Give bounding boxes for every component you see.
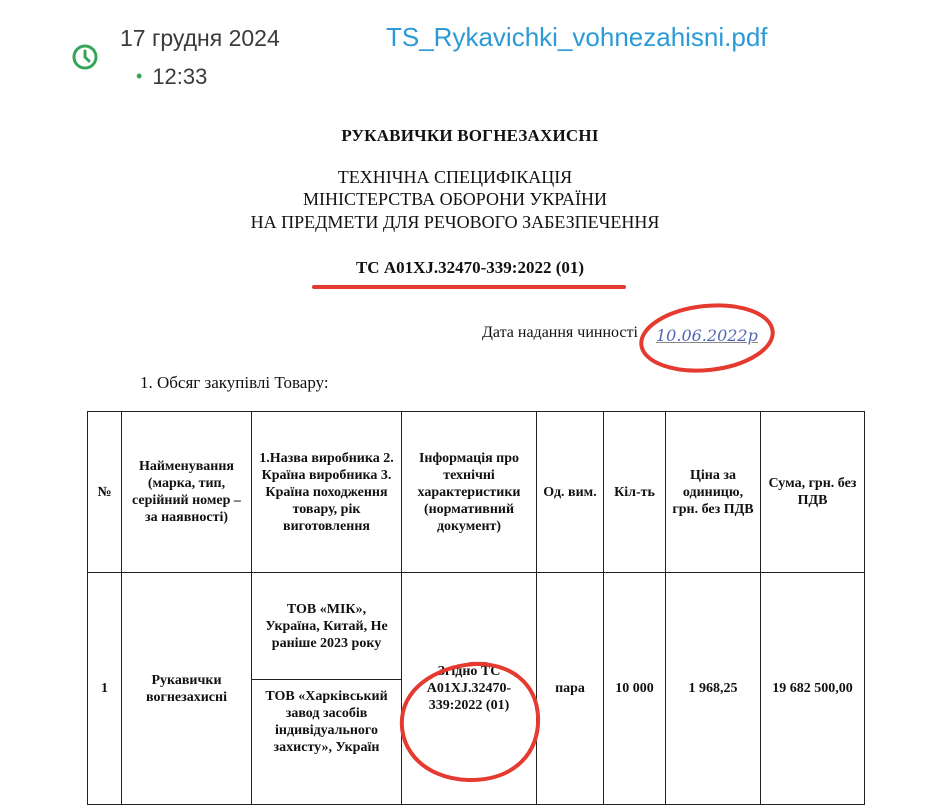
header-unit: Од. вим.: [537, 412, 604, 573]
spec-line-3: НА ПРЕДМЕТИ ДЛЯ РЕЧОВОГО ЗАБЕЗПЕЧЕННЯ: [250, 212, 660, 232]
row-maker-2: ТОВ «Харківський завод засобів індивідуального захисту», Україн: [252, 680, 402, 805]
header-sum: Сума, грн. без ПДВ: [761, 412, 865, 573]
bullet-dot: •: [136, 66, 143, 86]
document-title: РУКАВИЧКИ ВОГНЕЗАХИСНІ: [341, 126, 599, 145]
pdf-file-link[interactable]: TS_Rykavichki_vohnezahisni.pdf: [386, 22, 768, 52]
post-time: 12:33: [152, 64, 208, 89]
section-heading: 1. Обсяг закупівлі Товару:: [140, 373, 329, 392]
post-time-row: [136, 64, 207, 90]
clock-icon: [70, 42, 100, 72]
validity-date-handwritten: 10.06.2022р: [656, 326, 758, 345]
spec-code: ТС А01XJ.32470-339:2022 (01): [355, 258, 585, 277]
row-tech-info: Згідно ТС А01XJ.32470-339:2022 (01): [402, 573, 537, 805]
post-date: 17 грудня 2024: [120, 25, 280, 51]
header-quantity: Кіл-ть: [604, 412, 666, 573]
validity-label: Дата надання чинності: [482, 324, 638, 341]
red-underline-annotation: [312, 285, 626, 289]
spec-line-2: МІНІСТЕРСТВА ОБОРОНИ УКРАЇНИ: [303, 189, 607, 209]
header-number: №: [88, 412, 122, 573]
row-price: 1 968,25: [666, 573, 761, 805]
row-unit: пара: [537, 573, 604, 805]
header-name: Найменування (марка, тип, серійний номер – за наявності): [122, 412, 252, 573]
header-tech-info: Інформація про технічні характеристики (нормативний документ): [402, 412, 537, 573]
header-maker: 1.Назва виробника 2. Країна виробника 3. Країна походження товару, рік виготовлення: [252, 412, 402, 573]
table-header-row: [88, 412, 865, 573]
header-price: Ціна за одиницю, грн. без ПДВ: [666, 412, 761, 573]
row-quantity: 10 000: [604, 573, 666, 805]
row-sum: 19 682 500,00: [761, 573, 865, 805]
table-row: [88, 573, 865, 680]
procurement-table: [87, 411, 865, 805]
row-maker-1: ТОВ «МІК», Україна, Китай, Не раніше 2023 року: [252, 573, 402, 680]
spec-line-1: ТЕХНІЧНА СПЕЦИФІКАЦІЯ: [337, 167, 573, 187]
row-name: Рукавички вогнезахисні: [122, 573, 252, 805]
document-preview: [0, 96, 940, 788]
row-number: 1: [88, 573, 122, 805]
